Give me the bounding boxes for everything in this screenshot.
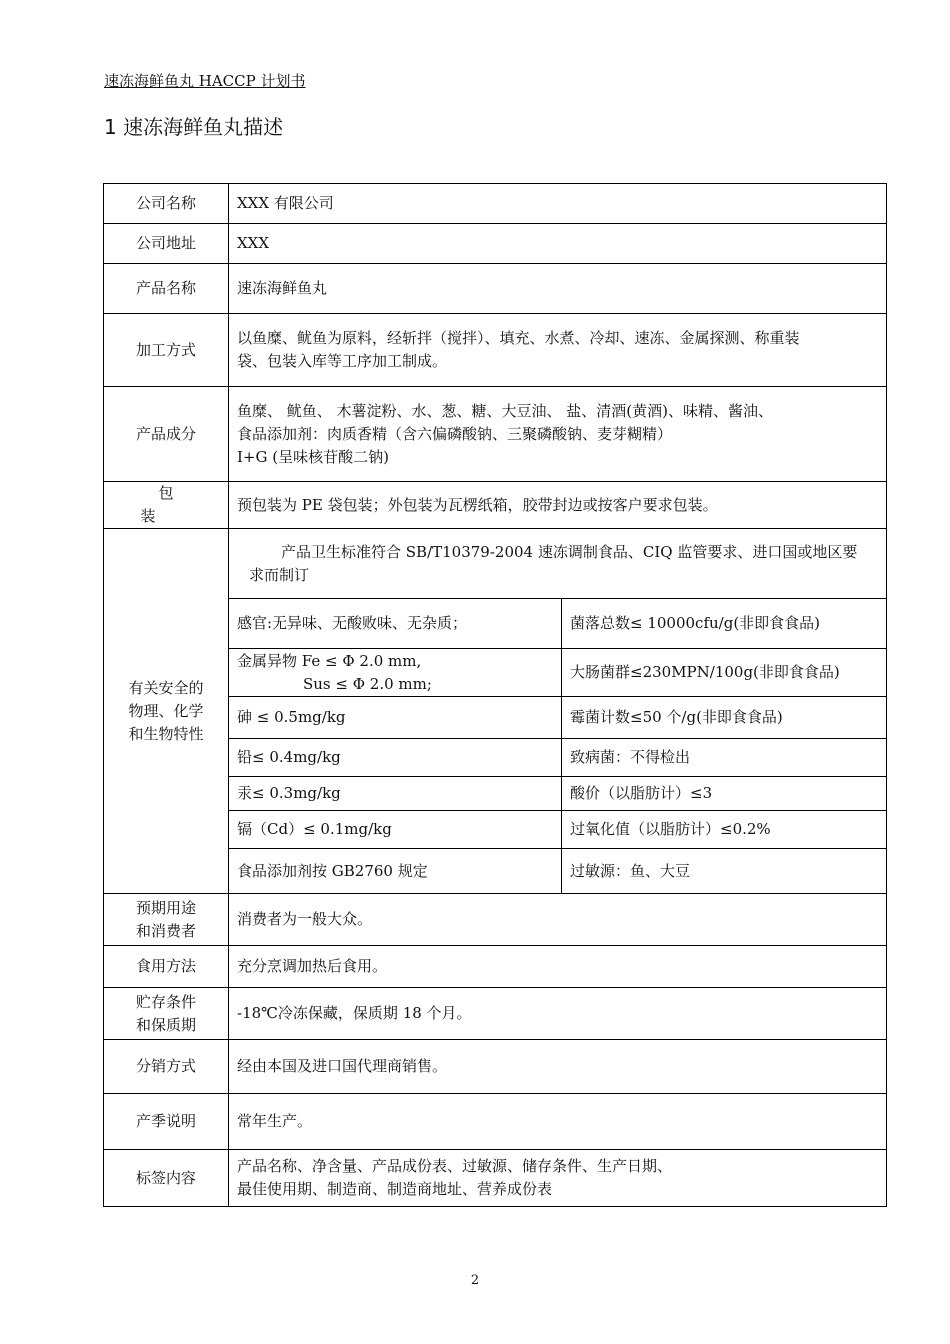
label-content-line-2: 最佳使用期、制造商、制造商地址、营养成份表: [237, 1180, 553, 1198]
row-packaging: [104, 482, 887, 529]
row-ingredients: [104, 387, 887, 482]
pathogen-spec: 致病菌：不得检出: [562, 739, 887, 777]
row-product-name: [104, 264, 887, 314]
company-name-label: 公司名称: [104, 184, 229, 224]
processing-label: 加工方式: [104, 314, 229, 387]
ingredients-line-1: 鱼糜、 鱿鱼、 木薯淀粉、水、葱、糖、大豆油、 盐、清酒(黄酒)、味精、酱油、: [237, 401, 774, 420]
product-description-table: [103, 183, 887, 1207]
storage-label-line-2: 和保质期: [135, 1015, 196, 1034]
cadmium-spec: 镉（Cd）≤ 0.1mg/kg: [229, 811, 562, 849]
usage-label: 食用方法: [104, 946, 229, 988]
processing-line-2: 袋、包装入库等工序加工制成。: [237, 352, 448, 370]
peroxide-spec: 过氧化值（以脂肪计）≤0.2%: [562, 811, 887, 849]
processing-value: [229, 314, 887, 387]
safety-label-line-3: 和生物特性: [128, 724, 204, 743]
safety-standard: 产品卫生标准符合 SB/T10379-2004 速冻调制食品、CIQ 监管要求、进口国或地区要求而制订: [229, 529, 887, 599]
company-address-label: 公司地址: [104, 224, 229, 264]
season-value: 常年生产。: [229, 1094, 887, 1150]
packaging-value: 预包装为 PE 袋包装；外包装为瓦楞纸箱，胶带封边或按客户要求包装。: [229, 482, 887, 529]
packaging-label: 包 装: [104, 482, 229, 529]
row-usage: [104, 946, 887, 988]
row-safety-standard: [104, 529, 887, 599]
metal-foreign-spec: [229, 649, 562, 697]
distribution-label: 分销方式: [104, 1040, 229, 1094]
document-header: 速冻海鲜鱼丸 HACCP 计划书: [104, 72, 306, 90]
row-processing: [104, 314, 887, 387]
season-label: 产季说明: [104, 1094, 229, 1150]
mold-count-spec: 霉菌计数≤50 个/g(非即食食品): [562, 697, 887, 739]
intended-use-label-line-1: 预期用途: [135, 898, 196, 917]
metal-line-2: Sus ≤ Φ 2.0 mm;: [303, 674, 432, 693]
metal-line-1: 金属异物 Fe ≤ Φ 2.0 mm,: [237, 651, 422, 670]
ingredients-label: 产品成分: [104, 387, 229, 482]
row-season: [104, 1094, 887, 1150]
storage-label: [104, 988, 229, 1040]
intended-use-label-line-2: 和消费者: [135, 921, 196, 940]
ingredients-value: [229, 387, 887, 482]
storage-value: -18℃冷冻保藏，保质期 18 个月。: [229, 988, 887, 1040]
page-number: 2: [470, 1273, 480, 1288]
row-intended-use: [104, 894, 887, 946]
allergen-spec: 过敏源：鱼、大豆: [562, 849, 887, 894]
acid-value-spec: 酸价（以脂肪计）≤3: [562, 777, 887, 811]
row-distribution: [104, 1040, 887, 1094]
storage-label-line-1: 贮存条件: [135, 992, 196, 1011]
safety-label-line-2: 物理、化学: [128, 701, 204, 720]
coliform-spec: 大肠菌群≤230MPN/100g(非即食食品): [562, 649, 887, 697]
sensory-spec: 感官:无异味、无酸败味、无杂质；: [229, 599, 562, 649]
safety-label-line-1: 有关安全的: [128, 678, 204, 697]
label-content-label: 标签内容: [104, 1150, 229, 1207]
label-content-value: [229, 1150, 887, 1207]
row-storage: [104, 988, 887, 1040]
label-content-line-1: 产品名称、净含量、产品成份表、过敏源、储存条件、生产日期、: [237, 1157, 673, 1175]
mercury-spec: 汞≤ 0.3mg/kg: [229, 777, 562, 811]
company-name-value: XXX 有限公司: [229, 184, 887, 224]
intended-use-label: [104, 894, 229, 946]
safety-label: [104, 529, 229, 894]
additives-spec: 食品添加剂按 GB2760 规定: [229, 849, 562, 894]
row-company-name: [104, 184, 887, 224]
product-name-value: 速冻海鲜鱼丸: [229, 264, 887, 314]
ingredients-line-2: 食品添加剂：肉质香精（含六偏磷酸钠、三聚磷酸钠、麦芽糊精）: [237, 424, 673, 443]
distribution-value: 经由本国及进口国代理商销售。: [229, 1040, 887, 1094]
row-label-content: [104, 1150, 887, 1207]
product-name-label: 产品名称: [104, 264, 229, 314]
processing-line-1: 以鱼糜、鱿鱼为原料，经斩拌（搅拌）、填充、水煮、冷却、速冻、金属探测、称重装: [237, 329, 800, 347]
arsenic-spec: 砷 ≤ 0.5mg/kg: [229, 697, 562, 739]
usage-value: 充分烹调加热后食用。: [229, 946, 887, 988]
row-company-address: [104, 224, 887, 264]
colony-count-spec: 菌落总数≤ 10000cfu/g(非即食食品): [562, 599, 887, 649]
company-address-value: XXX: [229, 224, 887, 264]
lead-spec: 铅≤ 0.4mg/kg: [229, 739, 562, 777]
ingredients-line-3: I+G (呈味核苷酸二钠): [237, 447, 389, 466]
section-title: 1 速冻海鲜鱼丸描述: [104, 115, 284, 139]
intended-use-value: 消费者为一般大众。: [229, 894, 887, 946]
